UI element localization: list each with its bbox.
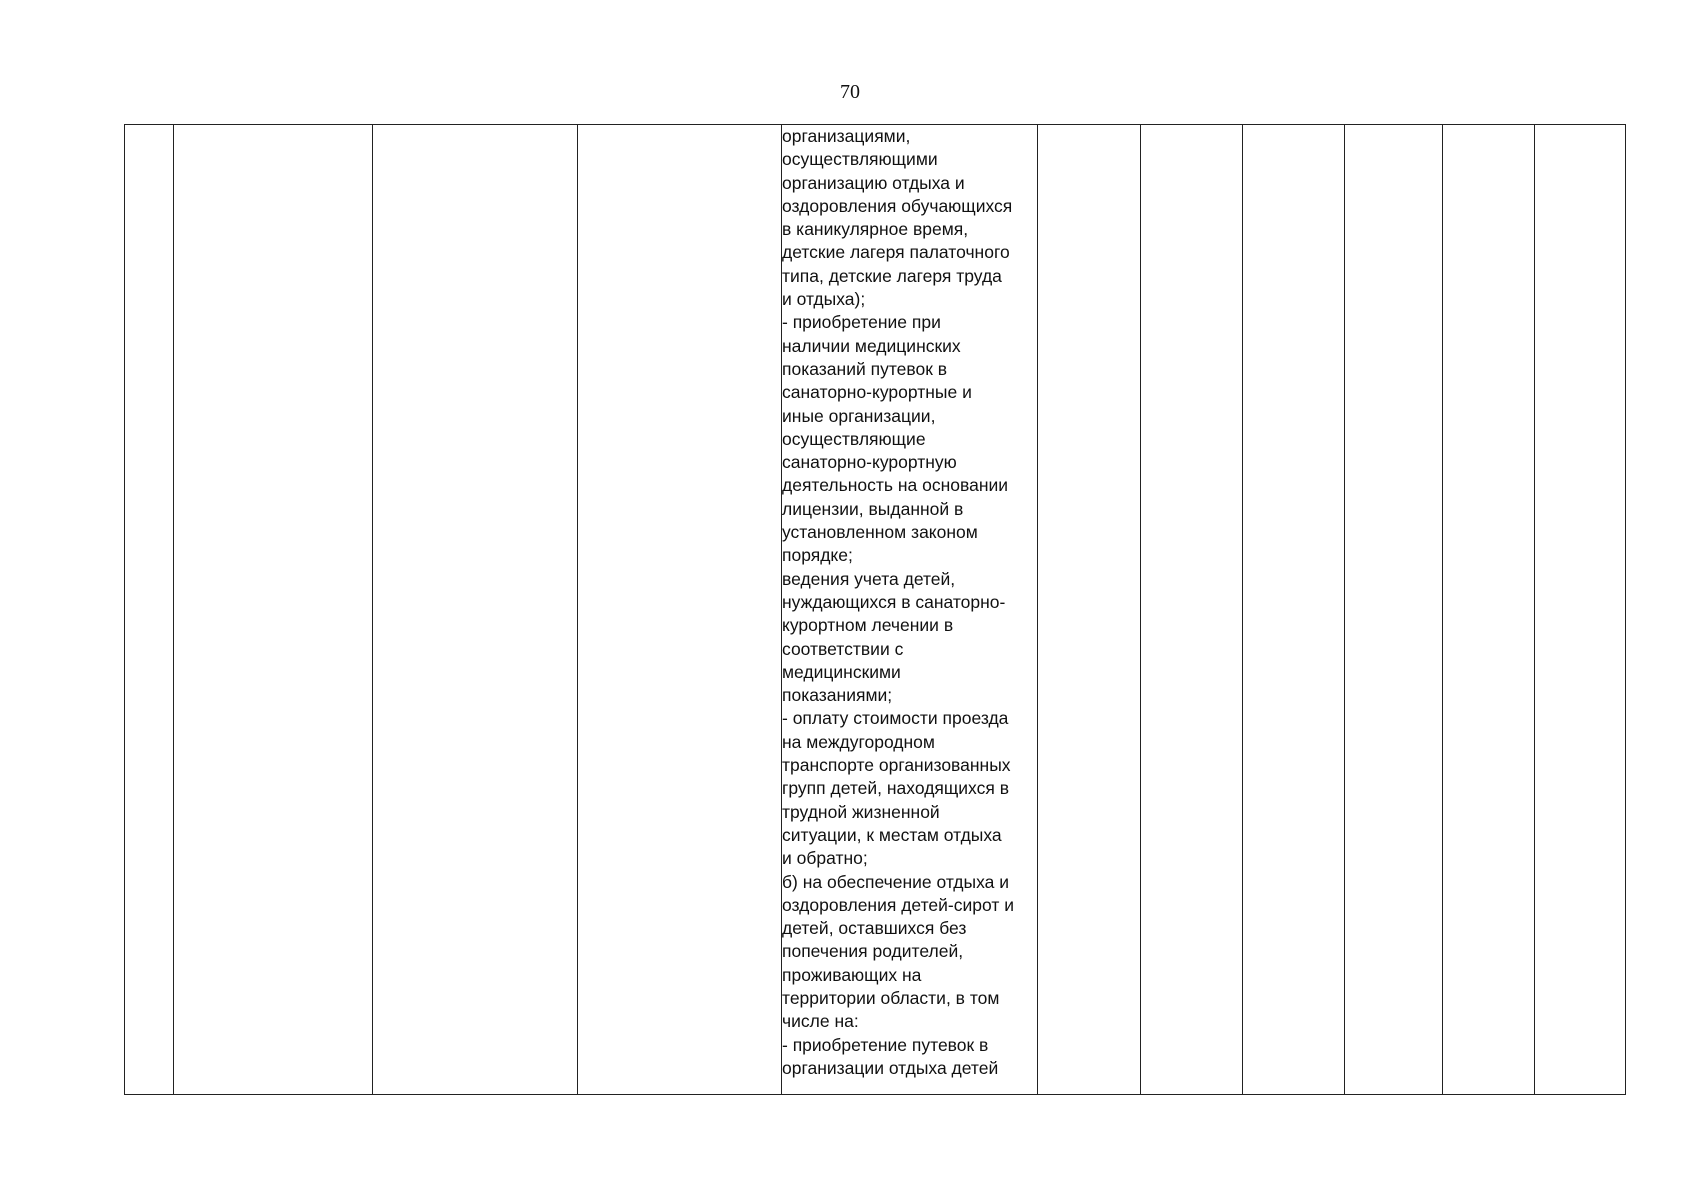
cell-text-line: б) на обеспечение отдыха и [782, 871, 1010, 892]
cell-text-line: показаний путевок в [782, 358, 948, 379]
cell-text-line: и отдыха); [782, 289, 866, 310]
cell-text-line: детей, оставшихся без [782, 918, 967, 939]
cell-text-line: осуществляющие [782, 428, 926, 449]
cell-text-line: - приобретение путевок в [782, 1034, 989, 1055]
cell-text-line: попечения родителей, [782, 941, 964, 962]
table-cell-col-7 [1141, 125, 1243, 1095]
cell-text-line: типа, детские лагеря труда [782, 265, 1002, 286]
table-row [125, 125, 1626, 1095]
table-cell-col-10 [1443, 125, 1535, 1095]
cell-text-line: организациями, [782, 126, 911, 146]
cell-text-line: ведения учета детей, [782, 568, 956, 589]
cell-text-line: установленном законом [782, 522, 978, 543]
table-cell-col-9 [1345, 125, 1443, 1095]
table-cell-col-6 [1038, 125, 1141, 1095]
cell-text-line: - приобретение при [782, 312, 941, 333]
cell-text-line: показаниями; [782, 685, 893, 706]
cell-text-line: наличии медицинских [782, 335, 961, 356]
cell-text-line: транспорте организованных [782, 755, 1011, 776]
table-cell-text [782, 125, 1038, 1095]
table-cell-col-2 [174, 125, 373, 1095]
table-cell-col-4 [578, 125, 782, 1095]
cell-text-line: оздоровления детей-сирот и [782, 894, 1014, 915]
cell-text-line: трудной жизненной [782, 801, 940, 822]
cell-text-line: осуществляющими [782, 149, 938, 170]
cell-text-line: числе на: [782, 1011, 859, 1032]
table-cell-col-11 [1535, 125, 1626, 1095]
cell-text-line: - оплату стоимости проезда [782, 708, 1009, 729]
cell-text-line: групп детей, находящихся в [782, 778, 1009, 799]
document-table [124, 124, 1626, 1095]
table-cell-col-1 [125, 125, 174, 1095]
cell-text-line: санаторно-курортную [782, 452, 957, 473]
cell-text-line: ситуации, к местам отдыха [782, 824, 1002, 845]
table-cell-col-8 [1243, 125, 1345, 1095]
cell-text-line: медицинскими [782, 661, 901, 682]
cell-text-line: лицензии, выданной в [782, 498, 964, 519]
cell-text-line: в каникулярное время, [782, 219, 969, 240]
cell-text-line: детские лагеря палаточного [782, 242, 1010, 263]
cell-text-line: курортном лечении в [782, 615, 954, 636]
cell-text-line: на междугородном [782, 731, 935, 752]
cell-text-line: нуждающихся в санаторно- [782, 591, 1006, 612]
table-cell-col-3 [373, 125, 578, 1095]
cell-text-line: деятельность на основании [782, 475, 1009, 496]
cell-text-line: организации отдыха детей [782, 1057, 999, 1078]
page-number: 70 [840, 81, 860, 103]
cell-text-line: порядке; [782, 545, 853, 566]
cell-text-line: и обратно; [782, 848, 868, 869]
cell-text-line: иные организации, [782, 405, 936, 426]
cell-text-line: санаторно-курортные и [782, 382, 972, 403]
cell-text-line: организацию отдыха и [782, 172, 965, 193]
cell-text-line: проживающих на [782, 964, 922, 985]
cell-text-line: оздоровления обучающихся [782, 195, 1013, 216]
cell-text-line: соответствии с [782, 638, 904, 659]
cell-text-line: территории области, в том [782, 987, 1000, 1008]
